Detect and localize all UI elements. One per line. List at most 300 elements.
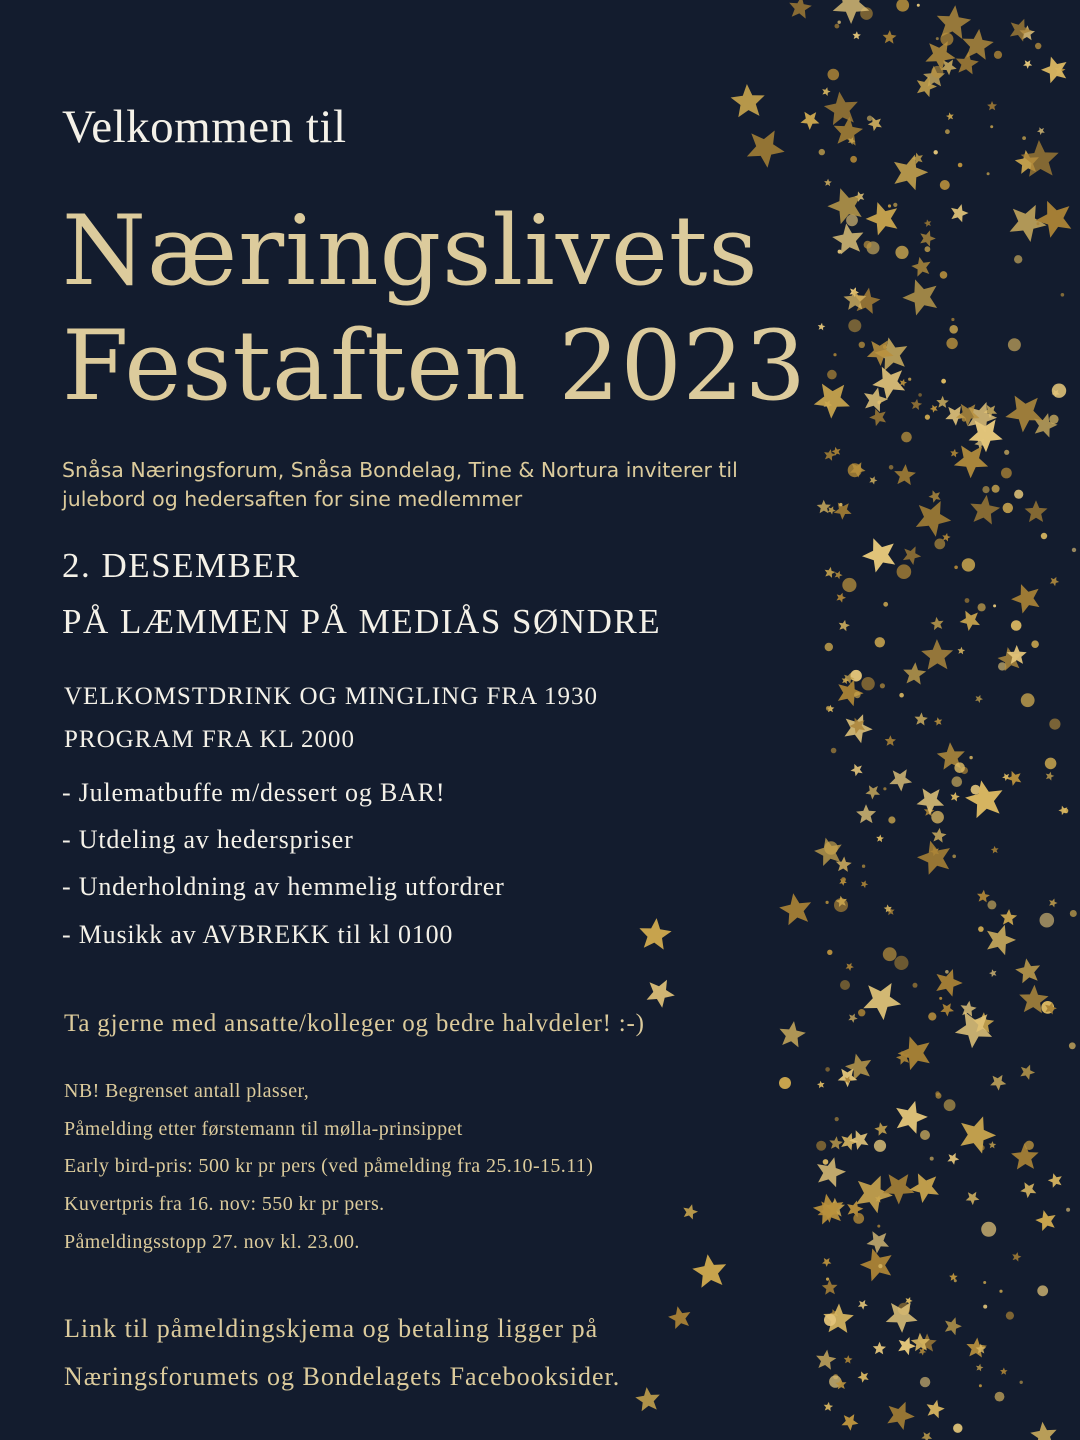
- dot-shape: [1035, 43, 1041, 49]
- dot-shape: [934, 539, 945, 550]
- dot-shape: [992, 485, 1000, 493]
- star-shape: [848, 1014, 857, 1023]
- star-shape: [1049, 899, 1057, 908]
- invite-note: Ta gjerne med ansatte/kolleger og bedre halvdeler! :-): [64, 1010, 645, 1037]
- star-shape: [1019, 985, 1048, 1013]
- dot-shape: [978, 926, 984, 932]
- event-title-line-2: Festaften 2023: [62, 310, 807, 422]
- star-shape: [940, 1003, 954, 1016]
- dot-shape: [888, 204, 891, 207]
- star-shape: [825, 567, 836, 578]
- star-shape: [842, 677, 850, 685]
- star-shape: [835, 1379, 846, 1390]
- dot-shape: [864, 241, 872, 249]
- dot-shape: [978, 603, 986, 611]
- star-shape: [896, 1051, 910, 1065]
- star-shape: [1050, 577, 1059, 586]
- star-shape: [930, 617, 943, 630]
- dot-shape: [934, 150, 938, 154]
- star-shape: [844, 1355, 853, 1364]
- star-shape: [847, 1201, 863, 1218]
- star-shape: [915, 712, 928, 725]
- dot-shape: [889, 465, 894, 470]
- star-shape: [960, 1116, 996, 1153]
- dot-shape: [1006, 1312, 1014, 1320]
- star-shape: [968, 402, 997, 433]
- star-shape: [918, 1334, 937, 1352]
- star-shape: [889, 769, 912, 791]
- star-shape: [924, 219, 932, 227]
- dot-shape: [858, 1009, 865, 1016]
- dot-shape: [1008, 338, 1021, 351]
- star-shape: [1007, 645, 1027, 664]
- dot-shape: [779, 1077, 791, 1089]
- star-shape: [861, 880, 868, 888]
- dot-shape: [940, 271, 948, 279]
- dot-shape: [901, 432, 912, 443]
- info-line: NB! Begrenset antall plasser,: [64, 1080, 310, 1102]
- star-shape: [976, 1344, 987, 1354]
- star-shape: [942, 533, 950, 542]
- dot-shape: [920, 1130, 930, 1140]
- star-shape: [1045, 1002, 1057, 1014]
- dot-shape: [846, 214, 858, 226]
- star-shape: [921, 639, 953, 670]
- dot-shape: [831, 748, 837, 754]
- star-shape: [836, 593, 846, 603]
- star-shape: [824, 1402, 833, 1411]
- star-shape: [848, 137, 856, 145]
- star-shape: [955, 1012, 992, 1049]
- star-shape: [876, 835, 884, 843]
- dot-shape: [838, 21, 841, 24]
- star-shape: [919, 1348, 927, 1356]
- star-shape: [856, 804, 876, 823]
- star-shape: [822, 1280, 838, 1295]
- star-shape: [868, 117, 882, 131]
- star-shape: [842, 1414, 859, 1431]
- star-shape: [853, 31, 861, 39]
- star-shape: [991, 846, 999, 854]
- star-shape: [1020, 25, 1036, 40]
- program-list-item: - Julematbuffe m/dessert og BAR!: [62, 778, 446, 807]
- star-shape: [965, 780, 1002, 818]
- dot-shape: [944, 1099, 956, 1111]
- dot-shape: [824, 841, 838, 855]
- star-shape: [1010, 19, 1032, 42]
- dot-shape: [1070, 910, 1077, 917]
- dot-shape: [999, 1290, 1002, 1293]
- star-shape: [822, 1258, 831, 1267]
- star-shape: [845, 1054, 871, 1081]
- star-shape: [1035, 201, 1071, 238]
- star-shape: [825, 1198, 845, 1217]
- star-shape: [849, 718, 865, 734]
- dot-shape: [936, 1093, 942, 1099]
- star-shape: [731, 84, 765, 117]
- dot-shape: [1041, 1001, 1054, 1014]
- dot-shape: [883, 602, 888, 607]
- dot-shape: [1004, 450, 1009, 455]
- dot-shape: [825, 643, 833, 651]
- dot-shape: [848, 463, 862, 477]
- dot-shape: [952, 855, 956, 859]
- star-shape: [832, 223, 863, 254]
- dot-shape: [825, 1067, 830, 1072]
- dot-shape: [841, 877, 846, 882]
- star-shape: [780, 1021, 806, 1047]
- star-shape: [830, 1309, 838, 1318]
- star-shape: [932, 828, 947, 843]
- dot-shape: [941, 379, 946, 384]
- star-shape: [814, 384, 850, 419]
- star-shape: [867, 1231, 890, 1253]
- star-shape: [839, 620, 850, 631]
- star-shape: [956, 52, 979, 75]
- early-bird-price: Early bird-pris: 500 kr pr pers (ved påmelding fra 25.10-15.11): [64, 1155, 594, 1177]
- dot-shape: [898, 1303, 910, 1315]
- dot-shape: [893, 203, 897, 207]
- star-shape: [873, 1342, 886, 1355]
- star-shape: [829, 1136, 843, 1149]
- dot-shape: [875, 637, 885, 647]
- star-shape: [1035, 1210, 1055, 1231]
- dot-shape: [883, 947, 897, 961]
- star-shape: [1007, 771, 1022, 786]
- star-shape: [1055, 65, 1066, 76]
- star-shape: [949, 1273, 958, 1281]
- dot-shape: [1014, 255, 1022, 263]
- star-shape: [828, 506, 836, 514]
- star-shape: [834, 503, 852, 520]
- event-date: 2. DESEMBER: [62, 546, 301, 585]
- program-welcome-drink: VELKOMSTDRINK OG MINGLING FRA 1930: [64, 683, 598, 710]
- dot-shape: [838, 250, 842, 254]
- dot-shape: [888, 816, 895, 823]
- dot-shape: [979, 1145, 984, 1150]
- dot-shape: [826, 706, 831, 711]
- star-shape: [945, 1317, 962, 1335]
- dot-shape: [1001, 468, 1012, 479]
- registration-link-note-line-2: Næringsforumets og Bondelagets Facebooksider.: [64, 1362, 621, 1391]
- dot-shape: [827, 950, 832, 955]
- welcome-heading: Velkommen til: [62, 101, 347, 153]
- dot-shape: [920, 1377, 930, 1387]
- dot-shape: [913, 983, 918, 988]
- star-shape: [929, 490, 941, 502]
- dot-shape: [1037, 222, 1040, 225]
- dot-shape: [958, 163, 963, 168]
- star-shape: [856, 1176, 893, 1214]
- star-shape: [917, 788, 945, 815]
- star-shape: [818, 323, 826, 331]
- star-shape: [779, 893, 811, 925]
- dot-shape: [945, 129, 950, 134]
- dot-shape: [834, 898, 848, 912]
- star-shape: [916, 501, 951, 537]
- dot-shape: [1041, 533, 1047, 539]
- star-shape: [639, 918, 671, 950]
- star-shape: [921, 1432, 932, 1440]
- dot-shape: [827, 370, 837, 380]
- star-shape: [844, 673, 855, 684]
- star-shape: [813, 1194, 844, 1225]
- star-shape: [869, 476, 877, 484]
- star-shape: [872, 367, 905, 400]
- dot-shape: [897, 564, 912, 579]
- star-shape: [1012, 1252, 1021, 1262]
- dot-shape: [931, 66, 943, 78]
- star-shape: [874, 337, 907, 370]
- dot-shape: [925, 415, 930, 420]
- dot-shape: [940, 180, 950, 190]
- star-shape: [883, 30, 897, 44]
- star-shape: [911, 1333, 930, 1352]
- dot-shape: [840, 980, 850, 990]
- star-shape: [962, 29, 993, 60]
- dot-shape: [861, 677, 874, 690]
- star-shape: [800, 112, 819, 130]
- star-shape: [946, 112, 954, 120]
- dot-shape: [823, 1159, 829, 1165]
- star-shape: [987, 101, 997, 110]
- star-shape: [817, 500, 831, 514]
- star-shape: [863, 983, 901, 1020]
- star-shape: [822, 87, 830, 96]
- dot-shape: [961, 767, 968, 774]
- dot-shape: [833, 1374, 838, 1379]
- star-shape: [883, 1174, 915, 1204]
- star-shape: [886, 907, 894, 915]
- dot-shape: [1066, 1208, 1070, 1212]
- dot-shape: [954, 566, 958, 570]
- dot-shape: [895, 246, 908, 259]
- star-shape: [851, 764, 863, 776]
- dot-shape: [954, 762, 965, 773]
- star-shape: [683, 1204, 698, 1219]
- dot-shape: [1049, 415, 1058, 424]
- dot-shape: [994, 51, 1002, 59]
- star-shape: [1041, 57, 1067, 84]
- star-shape: [845, 714, 873, 743]
- dot-shape: [899, 693, 904, 698]
- intro-text: Snåsa Næringsforum, Snåsa Bondelag, Tine & Nortura inviterer til julebord og hedersaften for sine medlemmer: [62, 458, 738, 511]
- star-shape: [635, 1387, 660, 1411]
- star-shape: [950, 449, 958, 458]
- star-shape: [858, 1300, 868, 1310]
- star-shape: [827, 188, 861, 224]
- dot-shape: [931, 811, 944, 824]
- dot-shape: [918, 393, 922, 397]
- star-shape: [854, 191, 864, 202]
- star-shape: [867, 340, 894, 366]
- dot-shape: [908, 378, 911, 381]
- dot-shape: [816, 1141, 826, 1151]
- star-shape: [835, 571, 843, 579]
- star-shape: [1030, 1422, 1056, 1440]
- dot-shape: [1022, 136, 1026, 140]
- dot-shape: [850, 156, 857, 163]
- star-shape: [824, 400, 833, 409]
- dot-shape: [1020, 1381, 1023, 1384]
- dot-shape: [854, 692, 861, 699]
- dot-shape: [936, 37, 939, 40]
- star-shape: [970, 495, 1000, 525]
- star-shape: [966, 1192, 980, 1205]
- star-shape: [839, 878, 847, 886]
- dot-shape: [877, 1225, 880, 1228]
- dot-shape: [835, 1117, 839, 1121]
- star-shape: [823, 1304, 854, 1333]
- star-shape: [1052, 390, 1060, 398]
- star-shape: [894, 155, 928, 191]
- dot-shape: [1011, 620, 1022, 631]
- dot-shape: [826, 1278, 829, 1281]
- star-shape: [747, 131, 785, 168]
- star-shape: [858, 1371, 869, 1382]
- star-shape: [1021, 140, 1059, 177]
- dot-shape: [979, 1384, 982, 1387]
- star-shape: [924, 806, 935, 816]
- program-list-item: - Underholdning av hemmelig utfordrer: [62, 872, 505, 901]
- star-shape: [925, 41, 955, 71]
- star-shape: [930, 405, 938, 413]
- star-shape: [984, 405, 998, 418]
- star-shape: [956, 404, 980, 426]
- dot-shape: [1052, 384, 1066, 398]
- dot-shape: [883, 787, 886, 790]
- star-shape: [896, 1101, 928, 1134]
- star-shape: [976, 1364, 984, 1372]
- dot-shape: [878, 1264, 882, 1268]
- dot-shape: [925, 246, 931, 252]
- dot-shape: [1040, 913, 1055, 928]
- dot-shape: [917, 4, 920, 7]
- dot-shape: [1069, 1042, 1076, 1049]
- dot-shape: [1003, 503, 1013, 513]
- star-shape: [911, 257, 930, 277]
- star-shape: [818, 1201, 841, 1223]
- star-shape: [836, 896, 847, 907]
- star-shape: [1000, 909, 1017, 925]
- regular-price: Kuvertpris fra 16. nov: 550 kr pr pers.: [64, 1193, 385, 1215]
- star-shape: [934, 717, 942, 725]
- dot-shape: [867, 116, 873, 122]
- registration-deadline: Påmeldingsstopp 27. nov kl. 23.00.: [64, 1231, 360, 1253]
- star-shape: [958, 647, 966, 655]
- dot-shape: [1049, 719, 1060, 730]
- dot-shape: [835, 24, 840, 29]
- star-shape: [1020, 1182, 1036, 1198]
- star-shape: [941, 60, 957, 76]
- event-title-line-1: Næringslivets: [62, 195, 759, 307]
- star-shape: [854, 288, 880, 314]
- dot-shape: [995, 1392, 1005, 1402]
- star-shape: [903, 546, 921, 565]
- star-shape: [937, 5, 971, 39]
- star-shape: [987, 925, 1016, 956]
- dot-shape: [951, 318, 954, 321]
- star-shape: [869, 409, 886, 427]
- star-shape: [1011, 584, 1039, 613]
- star-shape: [846, 963, 854, 971]
- star-shape: [1015, 150, 1039, 174]
- star-shape: [816, 1350, 836, 1370]
- dot-shape: [954, 1279, 957, 1282]
- star-shape: [817, 1081, 825, 1089]
- dot-shape: [987, 900, 996, 909]
- star-shape: [824, 449, 836, 461]
- star-shape: [973, 1012, 994, 1033]
- dot-shape: [850, 670, 862, 682]
- dot-shape: [824, 1314, 836, 1326]
- star-shape: [1058, 806, 1067, 816]
- star-shape: [1011, 1143, 1039, 1170]
- star-shape: [989, 969, 997, 977]
- star-shape: [824, 179, 832, 187]
- dot-shape: [842, 578, 856, 592]
- star-shape: [833, 0, 870, 24]
- star-shape: [961, 1001, 977, 1017]
- star-shape: [827, 705, 835, 713]
- star-shape: [1005, 396, 1043, 433]
- dot-shape: [853, 1213, 864, 1224]
- star-shape: [909, 1173, 939, 1203]
- dot-shape: [860, 7, 873, 20]
- star-shape: [1023, 60, 1032, 69]
- dot-shape: [983, 1281, 986, 1284]
- dot-shape: [945, 970, 949, 974]
- star-shape: [951, 204, 969, 222]
- star-shape: [865, 785, 880, 799]
- star-shape: [947, 1153, 959, 1165]
- dot-shape: [833, 353, 836, 356]
- star-shape: [875, 1195, 883, 1203]
- dot-shape: [1045, 758, 1057, 770]
- star-shape: [849, 1130, 868, 1150]
- star-shape: [1010, 205, 1047, 242]
- star-shape: [832, 447, 841, 456]
- dot-shape: [1037, 1285, 1048, 1296]
- dot-shape: [867, 241, 880, 254]
- dot-shape: [1014, 490, 1023, 499]
- star-shape: [1046, 772, 1055, 781]
- star-shape: [960, 611, 980, 631]
- dot-shape: [987, 172, 990, 175]
- star-shape: [864, 387, 888, 412]
- star-shape: [884, 904, 892, 912]
- star-shape: [1002, 773, 1010, 781]
- star-shape: [824, 92, 858, 126]
- star-shape: [836, 857, 852, 872]
- star-shape: [1015, 958, 1040, 983]
- star-shape: [990, 1075, 1006, 1091]
- star-shape: [954, 446, 988, 479]
- program-start: PROGRAM FRA KL 2000: [64, 726, 356, 753]
- dot-shape: [998, 662, 1006, 670]
- dot-shape: [880, 683, 885, 688]
- star-shape: [945, 406, 965, 426]
- star-shape: [887, 1402, 915, 1430]
- star-shape: [898, 1036, 930, 1070]
- dot-shape: [839, 503, 842, 506]
- star-shape: [900, 379, 907, 387]
- star-shape: [814, 838, 842, 866]
- star-shape: [898, 1337, 916, 1355]
- star-shape: [937, 742, 965, 769]
- star-shape: [838, 1069, 858, 1088]
- dot-shape: [859, 342, 865, 348]
